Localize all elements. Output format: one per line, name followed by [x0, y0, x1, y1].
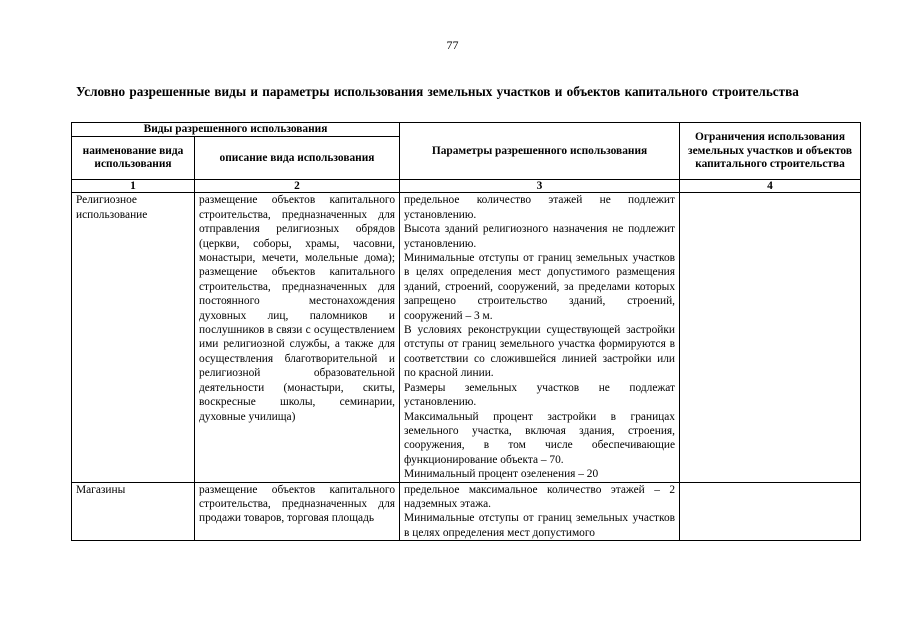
parameter-item: Минимальные отступы от границ земельных участков в целях определения мест допустимого размещения зданий, строений, сооружений, за пределами которых запрещено строительство зданий, строений, сооружений – 3 м. — [404, 252, 676, 322]
use-name: Магазины — [72, 482, 195, 541]
header-parameters: Параметры разрешенного использования — [400, 123, 680, 180]
use-restrictions — [680, 482, 861, 541]
column-number-2: 2 — [195, 180, 400, 193]
header-row-1 — [72, 123, 861, 137]
header-description: описание вида использования — [195, 137, 400, 180]
column-number-row — [72, 180, 861, 193]
parameter-item: предельное максимальное количество этажей – 2 надземных этажа. — [404, 483, 676, 510]
parameter-item: Размеры земельных участков не подлежат установлению. — [404, 381, 676, 409]
header-name: наименование вида использования — [72, 137, 195, 180]
parameter-item: Высота зданий религиозного назначения не подлежит установлению. — [404, 223, 676, 250]
parameter-item: В условиях реконструкции существующей застройки отступы от границ земельного участка формируются в соответствии со сложившейся линией застройки или по красной линии. — [404, 324, 676, 380]
land-use-table — [71, 122, 861, 541]
column-number-4: 4 — [680, 180, 861, 193]
document-title: Условно разрешенные виды и параметры использования земельных участков и объектов капитального строительства — [76, 84, 799, 99]
column-number-3: 3 — [400, 180, 680, 193]
use-parameters — [400, 482, 680, 541]
use-parameters — [400, 193, 680, 482]
column-number-1: 1 — [72, 180, 195, 193]
header-restrictions: Ограничения использования земельных участков и объектов капитального строительства — [680, 123, 861, 180]
table-row — [72, 482, 861, 541]
use-description: размещение объектов капитального строительства, предназначенных для продажи товаров, торговая площадь — [195, 482, 400, 541]
parameter-item: предельное количество этажей не подлежит установлению. — [404, 194, 676, 221]
parameter-item: Максимальный процент застройки в границах земельного участка, включая здания, строения, сооружения, в том числе обеспечивающие функционирование объекта – 70. — [404, 410, 676, 466]
header-group-label: Виды разрешенного использования — [72, 123, 400, 137]
use-restrictions — [680, 193, 861, 482]
use-description: размещение объектов капитального строительства, предназначенных для отправления религиозных обрядов (церкви, соборы, храмы, часовни, монастыри, мечети, молельные дома); размещение объектов капитального строительства, предназначенных для постоянного местонахождения духовных лиц, паломников и послушников в связи с осуществлением ими религиозной службы, а также для осуществления благотворительной и религиозной образовательной деятельности (монастыри, скиты, воскресные школы, семинарии, духовные училища) — [195, 193, 400, 482]
table-row — [72, 193, 861, 482]
page-number: 77 — [446, 38, 459, 52]
parameter-item: Минимальные отступы от границ земельных участков в целях определения мест допустимого — [404, 512, 676, 539]
use-name: Религиозное использование — [72, 193, 195, 482]
parameter-item: Минимальный процент озеленения – 20 — [404, 468, 599, 481]
